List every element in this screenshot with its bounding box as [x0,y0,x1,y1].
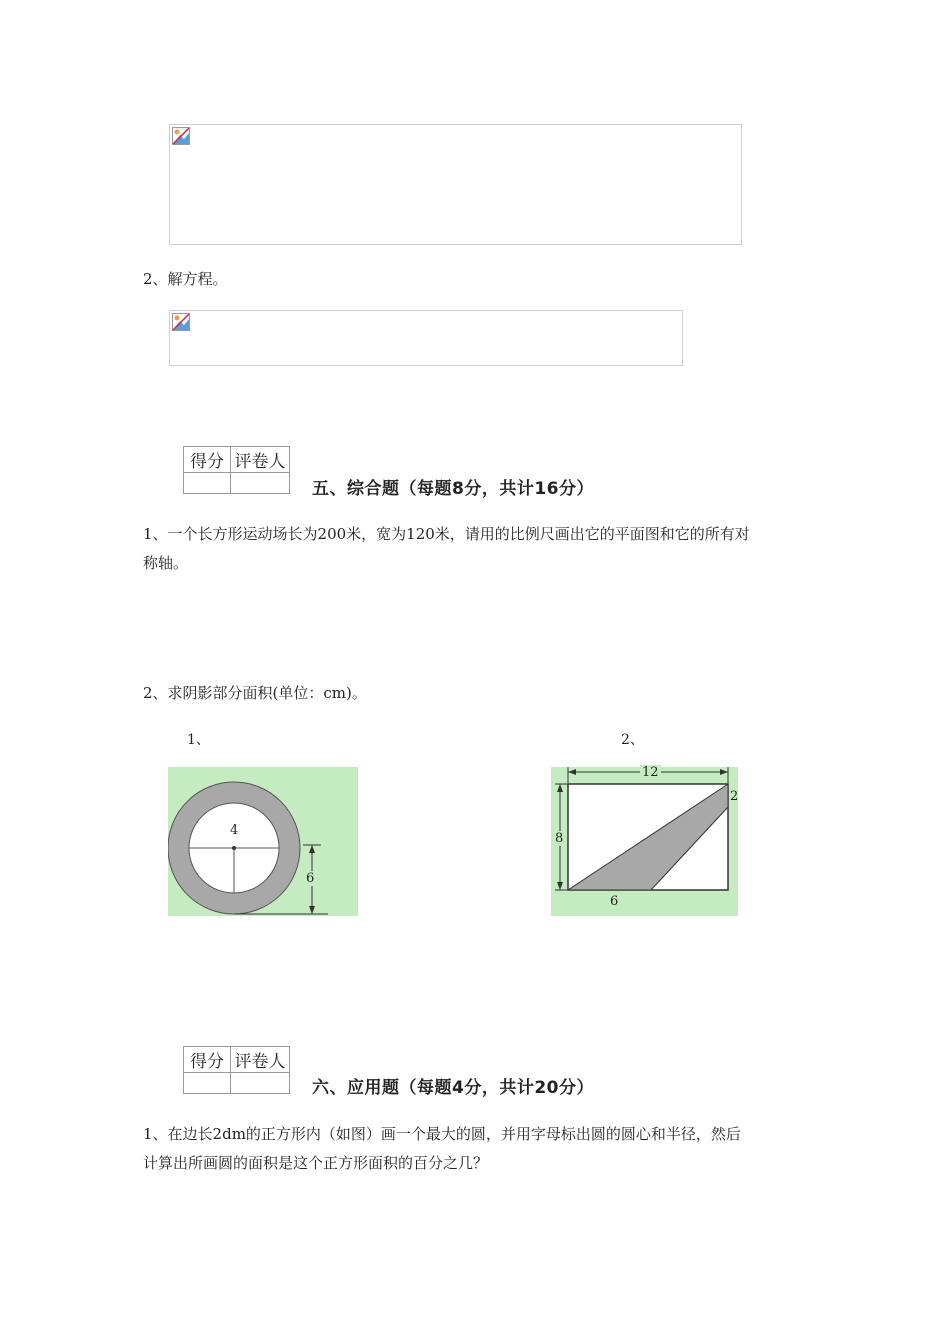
broken-image-icon [172,313,190,331]
figure2-label: 2、 [621,732,644,748]
score-cell[interactable] [184,473,231,494]
section6-title: 六、应用题（每题4分，共计20分） [312,1078,594,1098]
grader-header: 评卷人 [231,447,290,473]
figure1-radius-label: 6 [306,871,315,886]
score-cell[interactable] [184,1073,231,1094]
grader-header: 评卷人 [231,1047,290,1073]
section5-q2-label: 2、求阴影部分面积(单位：cm)。 [143,684,367,702]
score-table-section5 [183,446,290,494]
figure1-label: 1、 [187,732,210,748]
figure2-right-label: 2 [730,789,739,804]
section6-q1-line2: 计算出所画圆的面积是这个正方形面积的百分之几？ [143,1154,489,1172]
q2-equation-label: 2、解方程。 [143,270,228,288]
grader-cell[interactable] [231,1073,290,1094]
score-header: 得分 [184,447,231,473]
section5-title: 五、综合题（每题8分，共计16分） [312,479,594,499]
grader-cell[interactable] [231,473,290,494]
figure2-left-label: 8 [555,831,564,846]
broken-image-placeholder-1 [169,124,742,245]
broken-image-placeholder-2 [169,310,683,366]
section5-q1-line2: 称轴。 [143,554,189,572]
section6-q1-line1: 1、在边长2dm的正方形内（如图）画一个最大的圆，并用字母标出圆的圆心和半径，然后 [143,1125,741,1143]
figure1-ring [168,767,358,916]
figure2-rectangle [551,767,738,916]
figure1-inner-label: 4 [230,823,239,838]
score-header: 得分 [184,1047,231,1073]
score-table-section6 [183,1046,290,1094]
broken-image-icon [172,127,190,145]
section5-q1-line1: 1、一个长方形运动场长为200米，宽为120米，请用的比例尺画出它的平面图和它的所有对 [143,525,750,543]
figure2-bottom-label: 6 [610,894,619,909]
figure2-top-label: 12 [642,765,659,780]
